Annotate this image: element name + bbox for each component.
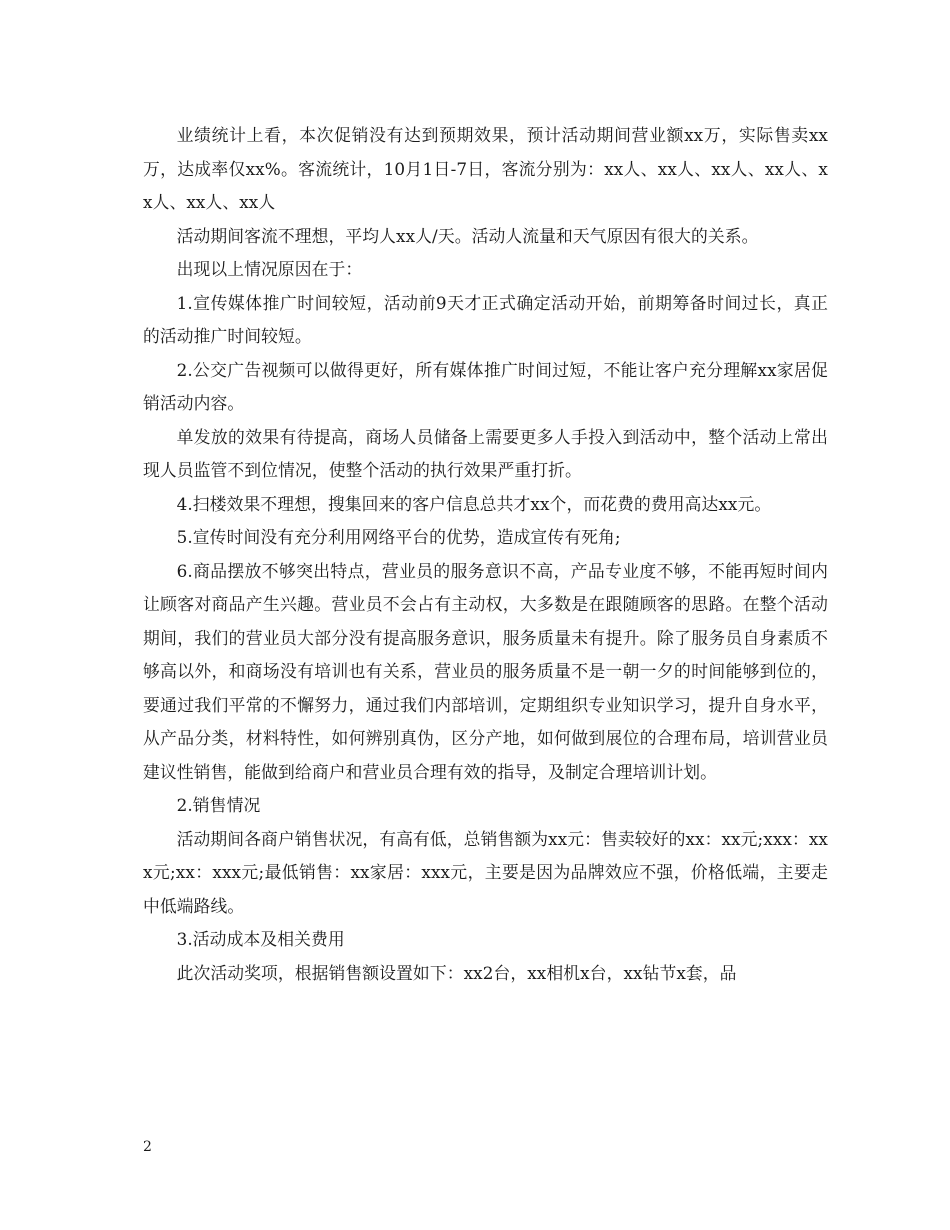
paragraph-reason-5: 5.宣传时间没有充分利用网络平台的优势，造成宣传有死角; xyxy=(176,527,621,547)
document-body xyxy=(143,119,828,990)
page-number: 2 xyxy=(143,1139,152,1155)
section-heading-sales: 2.销售情况 xyxy=(176,795,261,815)
paragraph-customer-flow: 活动期间客流不理想，平均人xx人/天。活动人流量和天气原因有很大的关系。 xyxy=(176,225,759,246)
paragraph-reason-3: 单发放的效果有待提高，商场人员储备上需要更多人手投入到活动中，整个活动上常出现人员监管不到位情况，使整个活动的执行效果严重打折。 xyxy=(143,426,828,480)
paragraph-reason-2: 2.公交广告视频可以做得更好，所有媒体推广时间过短，不能让客户充分理解xx家居促销活动内容。 xyxy=(143,359,828,413)
paragraph-reason-4: 4.扫楼效果不理想，搜集回来的客户信息总共才xx个，而花费的费用高达xx元。 xyxy=(176,493,772,514)
paragraph-reasons-intro: 出现以上情况原因在于： xyxy=(176,259,363,279)
paragraph-reason-6: 6.商品摆放不够突出特点，营业员的服务意识不高，产品专业度不够，不能再短时间内让顾客对商品产生兴趣。营业员不会占有主动权，大多数是在跟随顾客的思路。在整个活动期间，我们的营业员大部分没有提高服务意识，服务质量未有提升。除了服务员自身素质不够高以外，和商场没有培训也有关系，营业员的服务质量不是一朝一夕的时间能够到位的，要通过我们平常的不懈努力，通过我们内部培训，定期组织专业知识学习，提升自身水平，从产品分类，材料特性，如何辨别真伪，区分产地，如何做到展位的合理布局，培训营业员建议性销售，能做到给商户和营业员合理有效的指导，及制定合理培训计划。 xyxy=(143,560,828,782)
paragraph-prizes: 此次活动奖项，根据销售额设置如下：xx2台，xx相机x台，xx钻节x套，品 xyxy=(176,962,737,983)
paragraph-reason-1: 1.宣传媒体推广时间较短，活动前9天才正式确定活动开始，前期筹备时间过长，真正的活动推广时间较短。 xyxy=(143,292,828,346)
section-heading-costs: 3.活动成本及相关费用 xyxy=(176,929,345,949)
paragraph-performance-stats: 业绩统计上看，本次促销没有达到预期效果，预计活动期间营业额xx万，实际售卖xx万，达成率仅xx%。客流统计，10月1日-7日，客流分别为：xx人、xx人、xx人、xx人、xx人、xx人、xx人 xyxy=(143,125,828,212)
paragraph-sales-status: 活动期间各商户销售状况，有高有低，总销售额为xx元：售卖较好的xx：xx元;xxx：xxx元;xx：xxx元;最低销售：xx家居：xxx元，主要是因为品牌效应不强，价格低端，主要走中低端路线。 xyxy=(143,828,828,916)
